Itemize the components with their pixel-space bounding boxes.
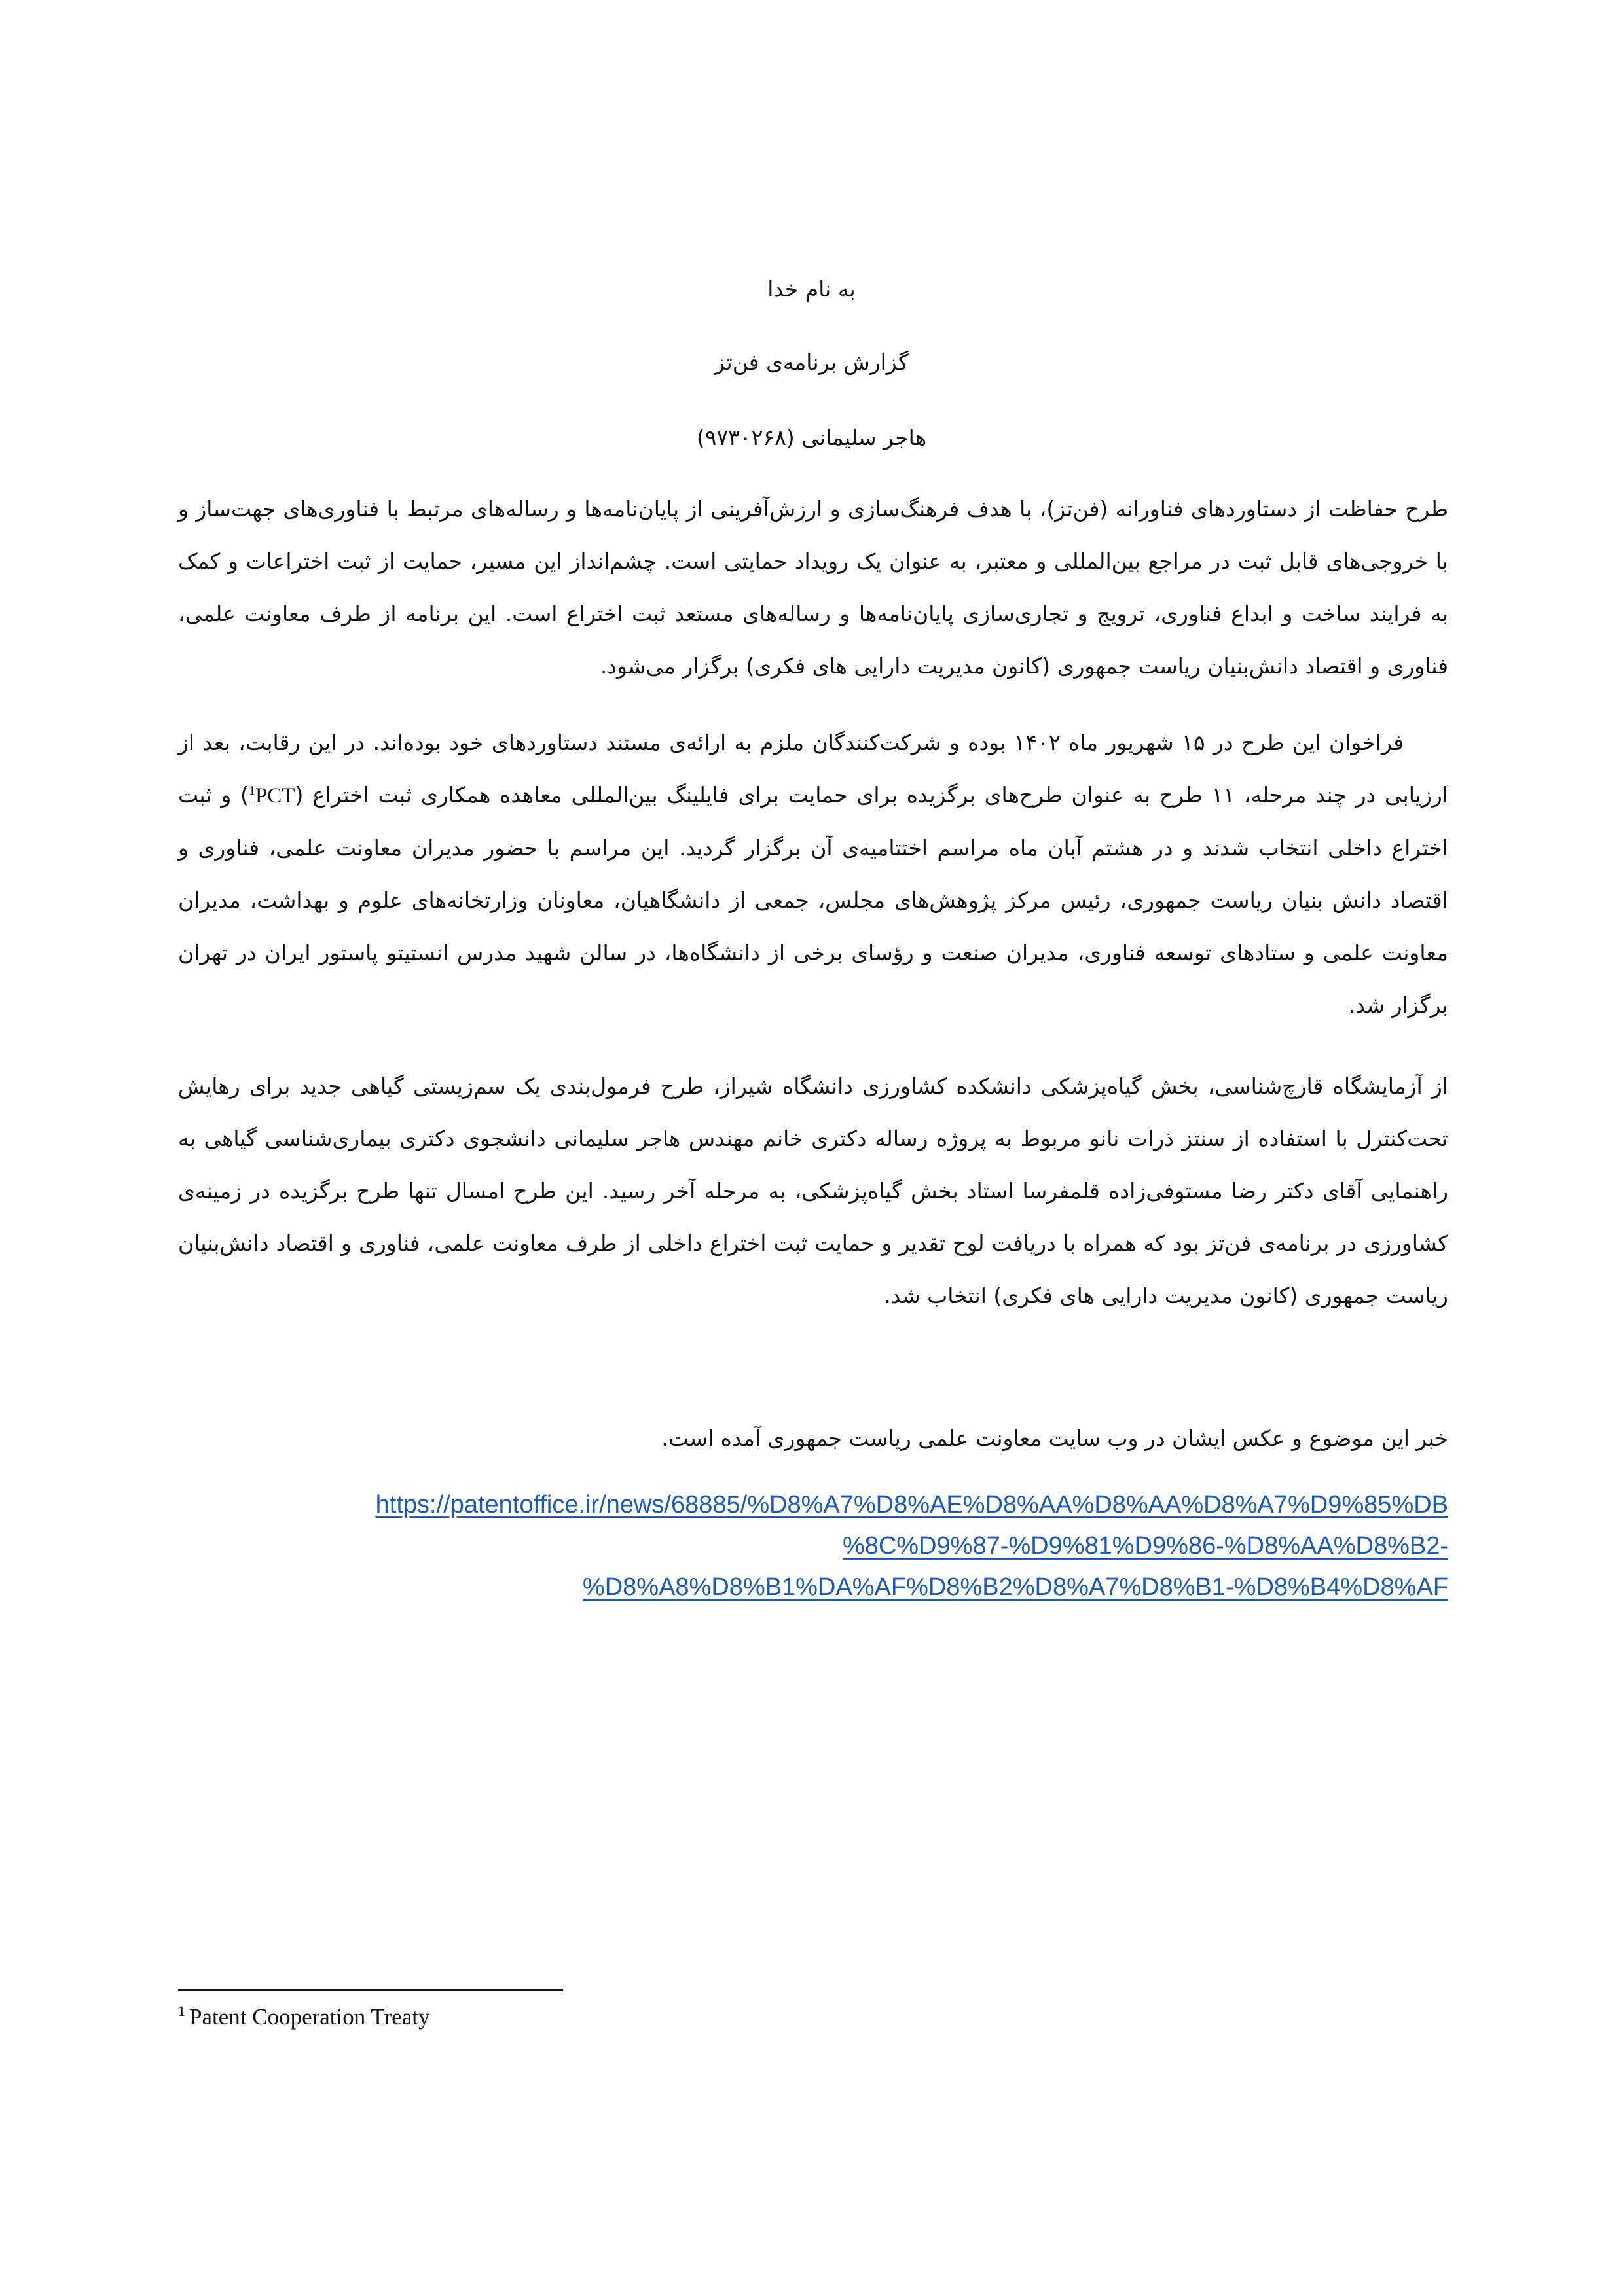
paragraph-selected-project: از آزمایشگاه قارچ‌شناسی، بخش گیاه‌پزشکی دانشکده کشاورزی دانشگاه شیراز، طرح فرمول‌بندی یک سم‌زیستی گیاهی جدید برای رهایش تحت‌کنترل با استفاده از سنتز ذرات نانو مربوط به پروژه رساله دکتری خانم مهندس هاجر سلیمانی دانشجوی دکتری بیماری‌شناسی گیاهی به راهنمایی آقای دکتر رضا مستوفی‌زاده قلمفرسا استاد بخش گیاه‌پزشکی، به مرحله آخر رسید. این طرح امسال تنها طرح برگزیده در زمینه‌ی کشاورزی در برنامه‌ی فن‌تز بود که همراه با دریافت لوح تقدیر و حمایت ثبت اختراع داخلی از طرف معاونت علمی، فناوری و اقتصاد دانش‌بنیان ریاست جمهوری (کانون مدیریت دارایی های فکری) انتخاب شد. <box>178 1073 1448 1308</box>
footnote <box>178 2001 429 2033</box>
news-link-line-1[interactable]: https://patentoffice.ir/news/68885/%D8%A7%D8%AE%D8%AA%D8%AA%D8%A7%D9%85%DB <box>375 1491 1448 1518</box>
paragraph-2-part-1: فراخوان این طرح در ۱۵ شهریور ماه ۱۴۰۲ بوده و شرکت‌کنندگان ملزم به ارائه‌ی مستند دستاوردهای خود بوده‌اند. در این رقابت، بعد از ارزیابی در چند مرحله، ۱۱ طرح به عنوان طرح‌های برگزیده برای حمایت برای فایلینگ بین‌المللی معاهده همکاری ثبت اختراع ( <box>178 730 1449 808</box>
report-title: گزارش برنامه‌ی فن‌تز <box>714 350 909 375</box>
footnote-text: Patent Cooperation Treaty <box>189 2004 430 2030</box>
paragraph-2-part-2: ) و ثبت اختراع داخلی انتخاب شدند و در هشتم آبان ماه مراسم اختتامیه‌ی آن برگزار گردید. این مراسم با حضور مدیران معاونت علمی، فناوری و اقتصاد دانش بنیان ریاست جمهوری، رئیس مرکز پژوهش‌های مجلس، جمعی از دانشگاهیان، معاونان وزارتخانه‌های علوم و بهداشت، مدیران معاونت علمی و ستادهای توسعه فناوری، مدیران صنعت و رؤسای برخی از دانشگاه‌ها، در سالن شهید مدرس انستیتو پاستور ایران در تهران برگزار شد. <box>178 782 1448 1018</box>
news-link[interactable] <box>178 1484 1448 1608</box>
news-link-line-3[interactable]: %D8%A8%D8%B1%DA%AF%D8%B2%D8%A7%D8%B1-%D8%B4%D8%AF <box>582 1573 1448 1601</box>
paragraph-call-and-ceremony <box>178 717 1448 1031</box>
paragraph-program-intro: طرح حفاظت از دستاوردهای فناورانه (فن‌تز)، با هدف فرهنگ‌سازی و ارزش‌آفرینی از پایان‌نامه‌ها و رساله‌های مرتبط با فناوری‌های جهت‌ساز و با خروجی‌های قابل ثبت در مراجع بین‌المللی و معتبر، به عنوان یک رویداد حمایتی است. چشم‌انداز این مسیر، حمایت از ثبت اختراعات و کمک به فرایند ساخت و ابداع فناوری، ترویج و تجاری‌سازی پایان‌نامه‌ها و رساله‌های مستعد ثبت اختراع است. این برنامه از طرف معاونت علمی، فناوری و اقتصاد دانش‌بنیان ریاست جمهوری (کانون مدیریت دارایی های فکری) برگزار می‌شود. <box>178 496 1448 679</box>
footnote-reference[interactable]: 1 <box>248 783 255 798</box>
footnote-marker: 1 <box>178 2003 185 2020</box>
author-line: هاجر سلیمانی (۹۷۳۰۲۶۸) <box>696 425 927 450</box>
news-link-line-2[interactable]: %8C%D9%87-%D9%81%D9%86-%D8%AA%D8%B2- <box>842 1532 1448 1560</box>
footnote-separator <box>178 1989 563 1991</box>
basmala-heading: به نام خدا <box>767 276 856 302</box>
paragraph-news-reference: خبر این موضوع و عکس ایشان در وب سایت معاونت علمی ریاست جمهوری آمده است. <box>661 1426 1448 1451</box>
pct-term: PCT <box>255 784 295 808</box>
